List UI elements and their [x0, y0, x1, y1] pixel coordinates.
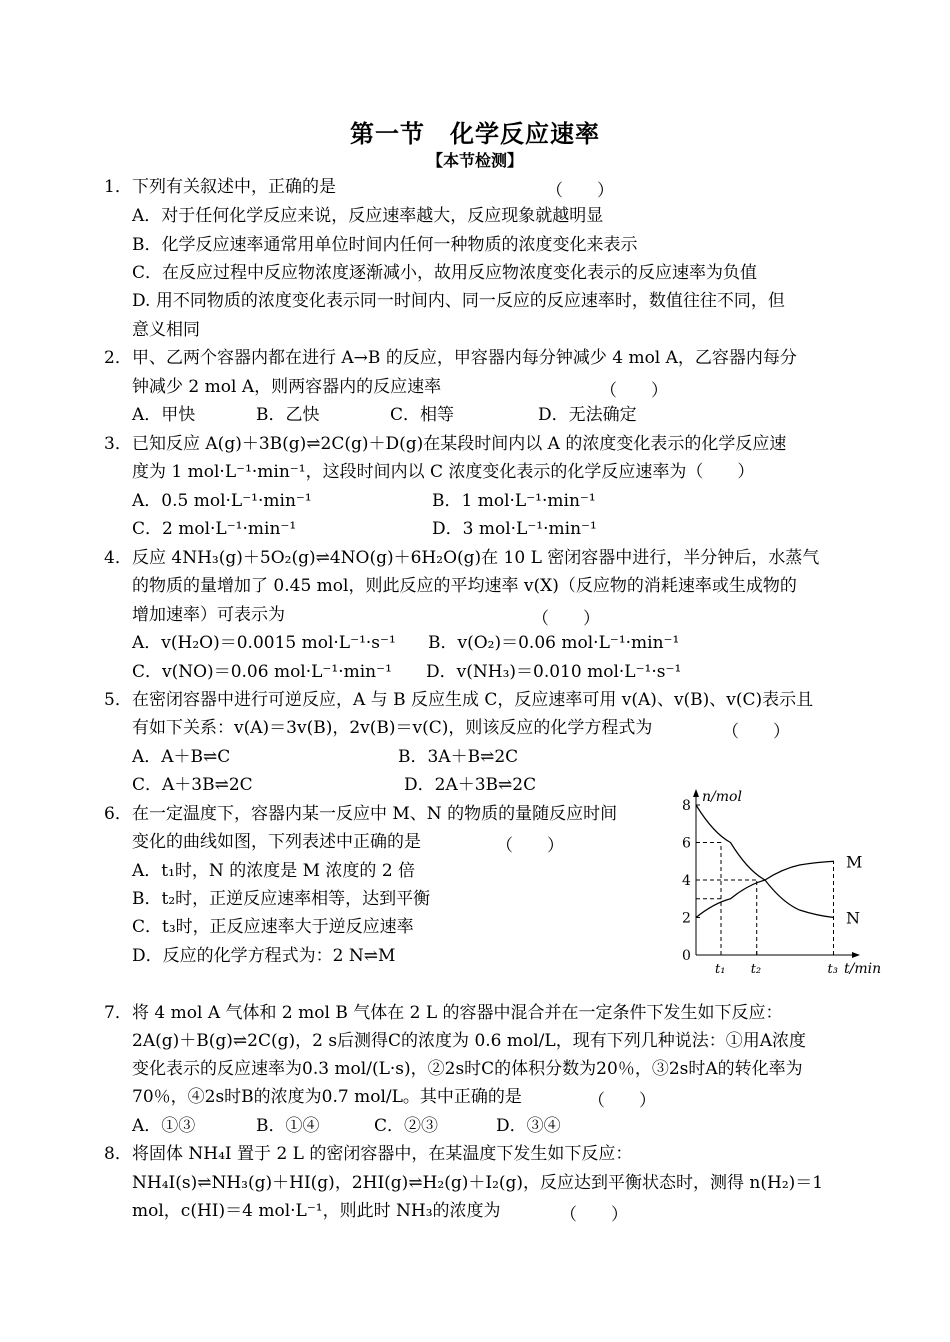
x-axis-label: t/min: [844, 961, 882, 977]
x-tick-label: t₂: [750, 962, 762, 977]
question-6-option-b: B．t₂时，正逆反应速率相等，达到平衡: [132, 889, 431, 909]
question-7-stem: 将 4 mol A 气体和 2 mol B 气体在 2 L 的容器中混合并在一定条件下发生如下反应：: [132, 1003, 783, 1023]
question-7-number: 7．: [104, 1003, 132, 1023]
question-8-answer-blank: （ ）: [560, 1205, 628, 1225]
x-tick-label: t₃: [827, 962, 838, 977]
mn-amount-time-chart: [670, 783, 882, 977]
y-tick-label: 0: [682, 948, 691, 964]
question-4-option-a: A．v(H₂O)＝0.0015 mol·L⁻¹·s⁻¹: [132, 633, 396, 653]
question-4-answer-blank: （ ）: [532, 609, 600, 629]
question-8-number: 8．: [104, 1144, 132, 1164]
question-5-option-d: D．2A＋3B⇌2C: [404, 775, 537, 795]
question-2-option-b: B．乙快: [256, 405, 320, 425]
x-axis-arrow: [852, 952, 860, 958]
question-4-option-b: B．v(O₂)＝0.06 mol·L⁻¹·min⁻¹: [428, 633, 680, 653]
question-6-option-d: D．反应的化学方程式为：2 N⇌M: [132, 946, 396, 966]
question-7-option-d: D．③④: [496, 1116, 561, 1136]
question-7-stem-cont-3: 70％，④2s时B的浓度为0.7 mol/L。其中正确的是: [132, 1087, 522, 1107]
question-1-option-d: D. 用不同物质的浓度变化表示同一时间内、同一反应的反应速率时，数值往往不同，但: [132, 291, 785, 311]
question-6-number: 6．: [104, 804, 132, 824]
question-7-option-c: C．②③: [374, 1116, 439, 1136]
x-tick-label: t₁: [715, 962, 726, 977]
question-7-option-b: B．①④: [256, 1116, 320, 1136]
question-7-answer-blank: （ ）: [588, 1091, 656, 1111]
question-1-stem: 下列有关叙述中，正确的是: [132, 177, 336, 197]
question-6-answer-blank: （ ）: [496, 836, 564, 856]
question-7-option-a: A．①③: [132, 1116, 196, 1136]
question-4-stem-cont: 的物质的量增加了 0.45 mol，则此反应的平均速率 v(X)（反应物的消耗速率或生成物的: [132, 576, 797, 596]
question-2-answer-blank: （ ）: [600, 381, 668, 401]
question-1-number: 1．: [104, 177, 132, 197]
question-5-stem-cont: 有如下关系：v(A)＝3v(B)，2v(B)＝v(C)，则该反应的化学方程式为: [132, 718, 653, 738]
y-tick-label: 6: [682, 835, 691, 852]
question-4-option-c: C．v(NO)＝0.06 mol·L⁻¹·min⁻¹: [132, 662, 392, 682]
y-axis-arrow: [693, 789, 699, 797]
question-5-option-b: B．3A＋B⇌2C: [398, 747, 519, 767]
page-title: 第一节 化学反应速率: [350, 120, 600, 148]
question-2-number: 2．: [104, 348, 132, 368]
question-2-stem-cont: 钟减少 2 mol A，则两容器内的反应速率: [132, 377, 442, 397]
y-tick-label: 4: [682, 873, 691, 889]
y-tick-label: 8: [682, 798, 691, 814]
question-2-option-c: C．相等: [390, 405, 455, 425]
question-1-option-d-cont: 意义相同: [132, 320, 200, 340]
question-5-number: 5．: [104, 690, 132, 710]
y-tick-label: 2: [682, 910, 691, 927]
question-4-stem: 反应 4NH₃(g)＋5O₂(g)⇌4NO(g)＋6H₂O(g)在 10 L 密闭容器中进行，半分钟后，水蒸气: [132, 548, 820, 568]
question-5-option-c: C．A＋3B⇌2C: [132, 775, 253, 795]
question-6-option-c: C．t₃时，正反应速率大于逆反应速率: [132, 917, 414, 937]
question-6-stem: 在一定温度下，容器内某一反应中 M、N 的物质的量随反应时间: [132, 804, 618, 824]
series-N-label: N: [846, 908, 860, 928]
question-4-stem-cont-2: 增加速率）可表示为: [132, 605, 285, 625]
question-6-option-a: A．t₁时，N 的浓度是 M 浓度的 2 倍: [132, 861, 416, 881]
question-7-stem-cont-2: 变化表示的反应速率为0.3 mol/(L·s)，②2s时C的体积分数为20％，③2s时A的转化率为: [132, 1059, 803, 1079]
question-4-option-d: D．v(NH₃)＝0.010 mol·L⁻¹·s⁻¹: [426, 662, 682, 682]
question-4-number: 4．: [104, 548, 132, 568]
question-2-option-a: A．甲快: [132, 405, 196, 425]
question-3-option-d: D．3 mol·L⁻¹·min⁻¹: [432, 519, 597, 539]
series-N-line: [696, 805, 834, 918]
question-2-stem: 甲、乙两个容器内都在进行 A→B 的反应，甲容器内每分钟减少 4 mol A，乙容器内每分: [132, 348, 797, 368]
question-1-answer-blank: （ ）: [546, 181, 614, 201]
question-8-stem-cont-2: mol，c(HI)＝4 mol·L⁻¹，则此时 NH₃的浓度为: [132, 1201, 501, 1221]
series-M-line: [696, 861, 834, 917]
y-axis-label: n/mol: [702, 789, 742, 805]
question-1-option-a: A．对于任何化学反应来说，反应速率越大，反应现象就越明显: [132, 206, 604, 226]
question-5-option-a: A．A＋B⇌C: [132, 747, 231, 767]
question-1-option-b: B．化学反应速率通常用单位时间内任何一种物质的浓度变化来表示: [132, 235, 638, 255]
question-7-stem-cont: 2A(g)＋B(g)⇌2C(g)，2 s后测得C的浓度为 0.6 mol/L，现有下列几种说法：①用A浓度: [132, 1031, 806, 1051]
section-subtitle: 【本节检测】: [426, 151, 523, 170]
series-M-label: M: [846, 852, 863, 872]
question-5-stem: 在密闭容器中进行可逆反应，A 与 B 反应生成 C，反应速率可用 v(A)、v(B)、v(C)表示且: [132, 690, 814, 710]
question-8-stem-cont: NH₄I(s)⇌NH₃(g)＋HI(g)，2HI(g)⇌H₂(g)＋I₂(g)，反应达到平衡状态时，测得 n(H₂)＝1: [132, 1173, 824, 1193]
question-3-stem: 已知反应 A(g)＋3B(g)⇌2C(g)＋D(g)在某段时间内以 A 的浓度变化表示的化学反应速: [132, 434, 787, 454]
question-5-answer-blank: （ ）: [722, 722, 790, 742]
question-3-number: 3．: [104, 434, 132, 454]
question-3-option-c: C．2 mol·L⁻¹·min⁻¹: [132, 519, 297, 539]
question-3-stem-cont: 度为 1 mol·L⁻¹·min⁻¹，这段时间内以 C 浓度变化表示的化学反应速率为（ ）: [132, 462, 755, 482]
question-6-stem-cont: 变化的曲线如图，下列表述中正确的是: [132, 832, 421, 852]
question-3-option-b: B．1 mol·L⁻¹·min⁻¹: [432, 491, 596, 511]
question-1-option-c: C．在反应过程中反应物浓度逐渐减小，故用反应物浓度变化表示的反应速率为负值: [132, 263, 758, 283]
question-8-stem: 将固体 NH₄I 置于 2 L 的密闭容器中，在某温度下发生如下反应：: [132, 1144, 633, 1164]
question-2-option-d: D．无法确定: [538, 405, 637, 425]
question-3-option-a: A．0.5 mol·L⁻¹·min⁻¹: [132, 491, 312, 511]
